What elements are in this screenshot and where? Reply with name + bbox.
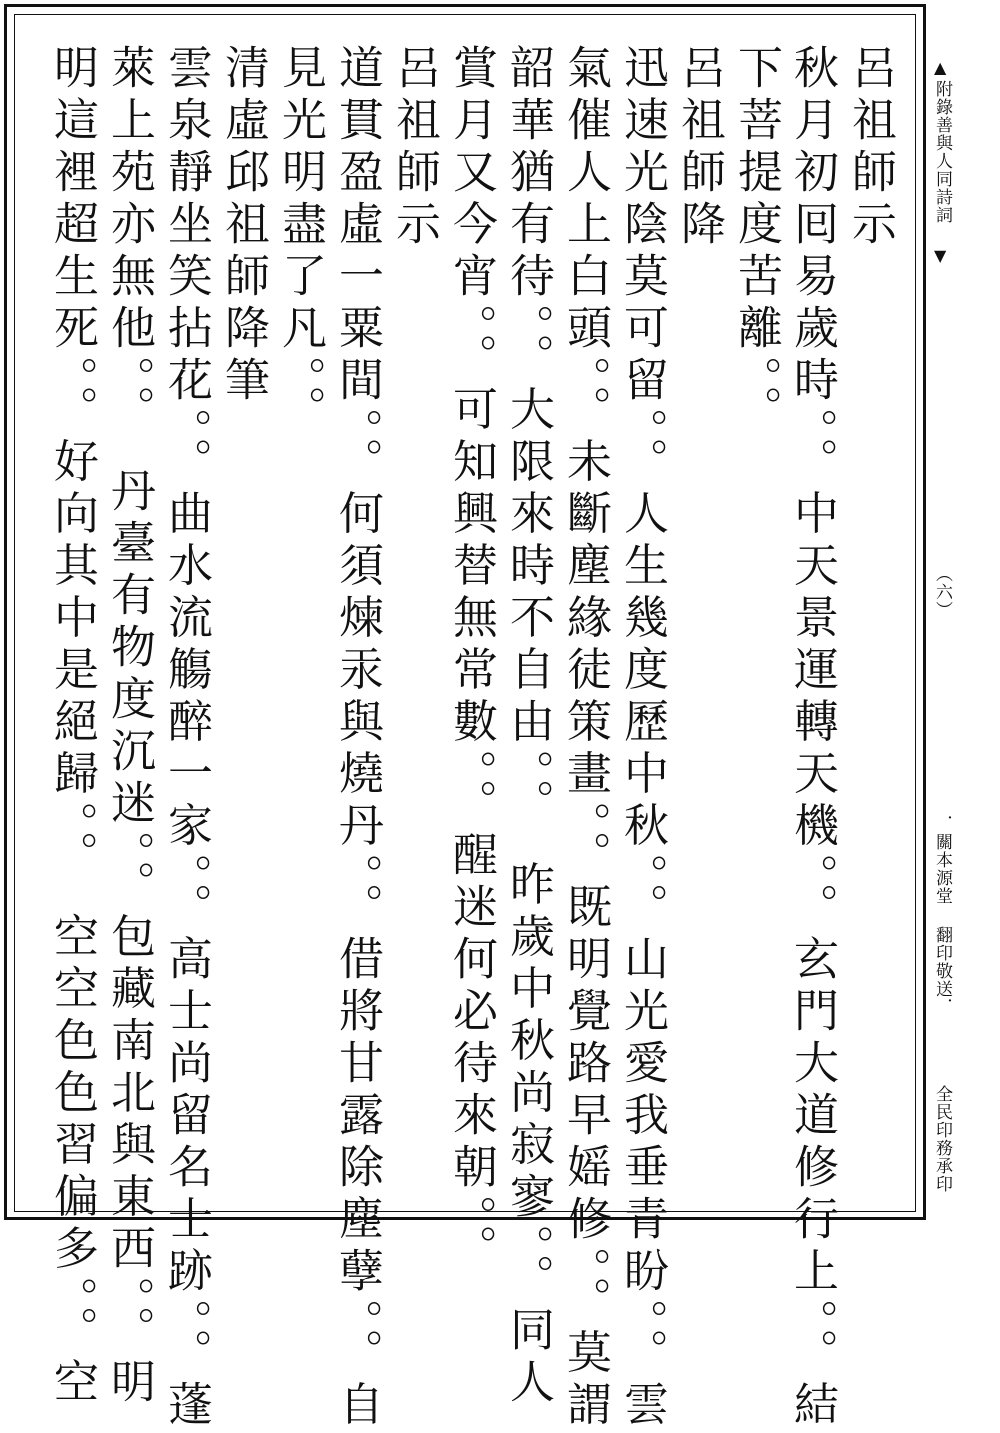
margin-title: 附錄善與人同詩詞	[932, 80, 952, 224]
printer-note: 全民印務承印	[932, 1085, 952, 1193]
text-column-15: 明這裡超生死。。好向其中是絕歸。。 空空色色習偏多。。空	[46, 44, 99, 1410]
text-column-9: 呂祖師示	[388, 44, 441, 252]
up-arrow-icon: ▲	[934, 58, 947, 77]
text-column-12: 清虛邱祖師降筆	[217, 44, 270, 408]
text-column-4: 呂祖師降	[673, 44, 726, 252]
text-column-7: 韶華猶有待。。大限來時不自由。。 昨歲中秋尚寂寥。。同人	[502, 44, 555, 1410]
page-number: （六）	[932, 565, 952, 619]
text-column-1: 呂祖師示	[844, 44, 897, 252]
text-column-3: 下菩提度苦離。。	[730, 44, 783, 438]
text-column-5: 迅速光陰莫可留。。人生幾度歷中秋。。山光愛我垂青盼。。雲	[616, 44, 669, 1433]
text-column-11: 見光明盡了凡。。	[274, 44, 327, 438]
text-column-10: 道貫盈虛一粟間。。何須煉汞與燒丹。。借將甘露除塵孽。。自	[331, 44, 384, 1433]
text-column-8: 賞月又今宵。。可知興替無常數。。醒迷何必待來朝。。	[445, 44, 498, 1277]
text-column-6: 氣催人上白頭。。未斷塵緣徒策畫。。既明覺路早媱修。。莫謂	[559, 44, 612, 1433]
text-column-14: 萊上苑亦無他。。 丹臺有物度沉迷。。包藏南北與東西。。明	[103, 44, 156, 1410]
text-column-13: 雲泉靜坐笑拈花。。曲水流觴醉一家。。高士尚留名士跡。。蓬	[160, 44, 213, 1433]
down-arrow-icon: ▼	[934, 246, 947, 265]
publisher-note: ．關本源堂 翻印敬送．	[932, 815, 952, 1016]
text-column-2: 秋月初囘易歲時。。中天景運轉天機。。玄門大道修行上。。結	[786, 44, 839, 1433]
